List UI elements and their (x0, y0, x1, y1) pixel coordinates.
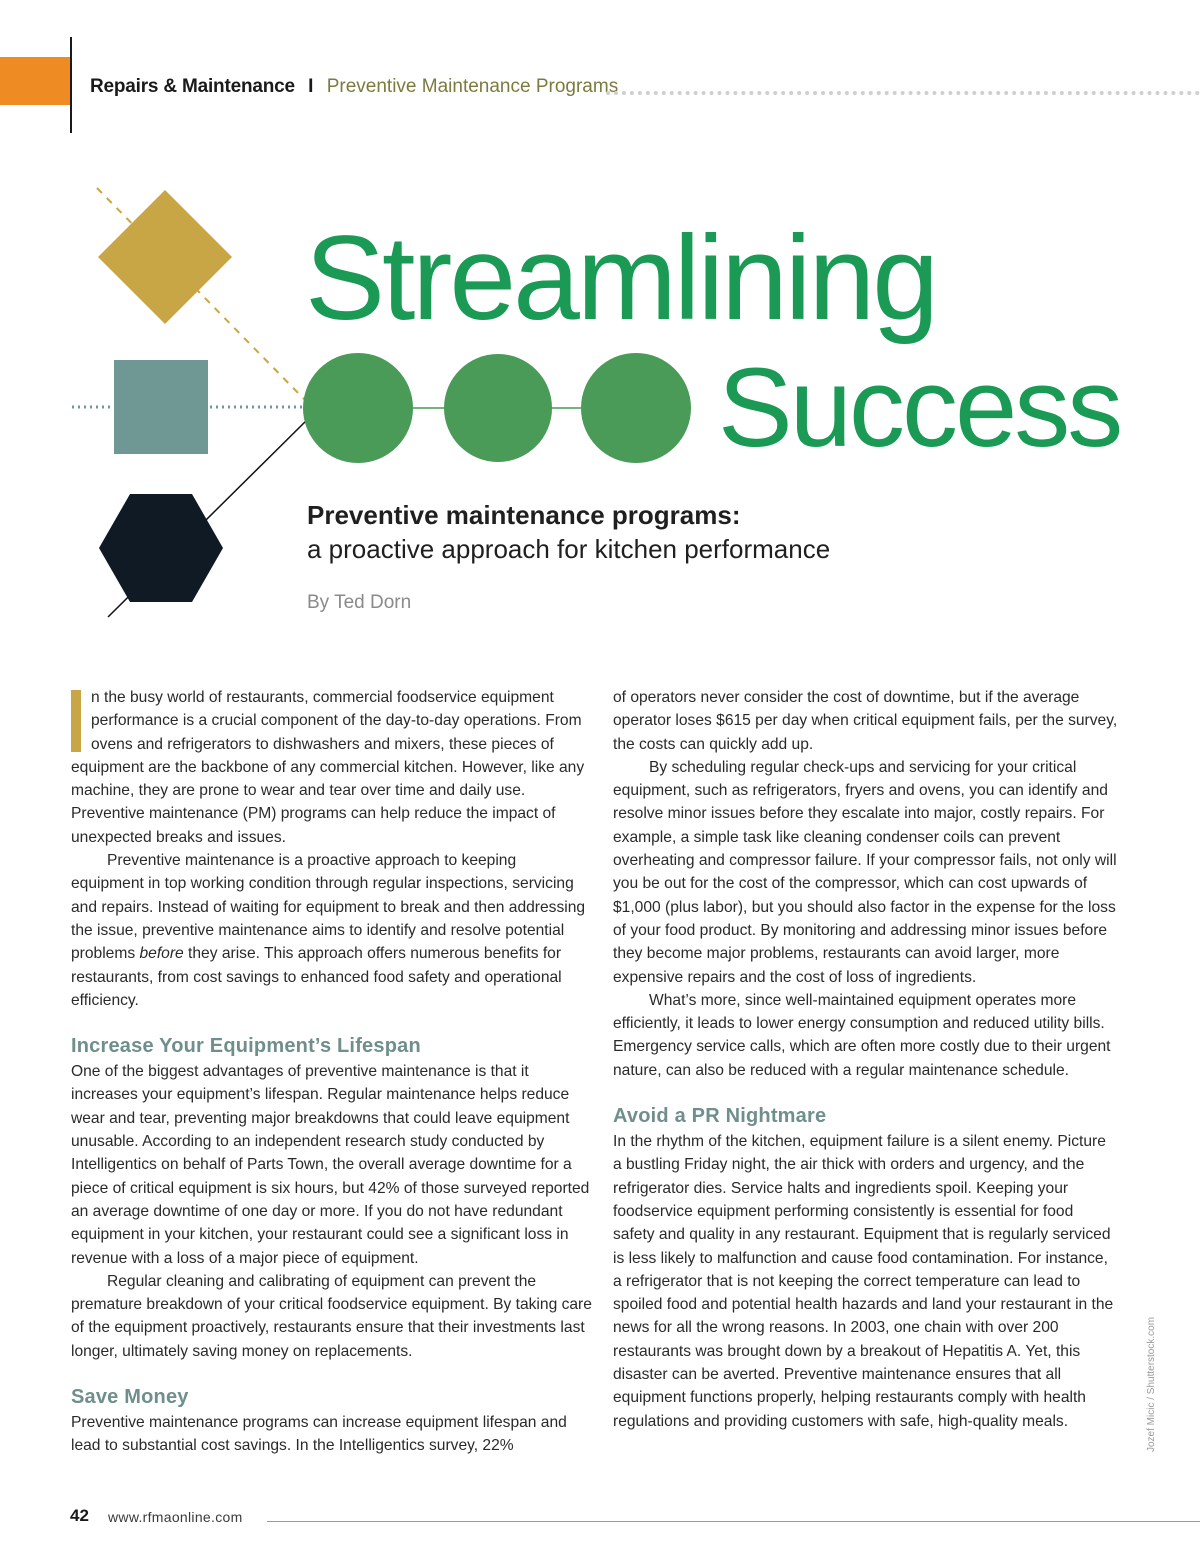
emphasis-text: before (139, 945, 184, 963)
paragraph (71, 849, 593, 1012)
header-subsection-name: Preventive Maintenance Programs (326, 76, 619, 97)
article-title-line-2: Success (718, 345, 1121, 470)
footer-website-link[interactable]: www.rfmaonline.com (108, 1509, 243, 1525)
paragraph: What’s more, since well-maintained equipment operates more efficiently, it leads to lower energy consumption and reduced utility bills. Emergency service calls, which are often more costly due to their urgent nature, can also be reduced with a regular maintenance schedule. (613, 991, 1111, 1079)
section-heading: Increase Your Equipment’s Lifespan (71, 1035, 421, 1058)
header-section-name: Repairs & Maintenance (90, 76, 295, 97)
teal-square-shape (114, 360, 208, 454)
header-vertical-rule (70, 37, 72, 133)
paragraph: of operators never consider the cost of downtime, but if the average operator loses $615 per day when critical equipment fails, per the survey, the costs can quickly add up. (613, 689, 1118, 753)
paragraph: One of the biggest advantages of preventive maintenance is that it increases your equipment’s lifespan. Regular maintenance helps reduce wear and tear, preventing major breakdowns that could leave equipment unusable. According to an independent research study conducted by Intelligentics on behalf of Parts Town, the overall average downtime for a piece of critical equipment is six hours, but 42% of those surveyed reported an average downtime of one day or more. If you do not have redundant equipment in your kitchen, your restaurant could see a significant loss in revenue with a loss of a major piece of equipment. (71, 1063, 590, 1267)
green-circle-2 (444, 354, 552, 462)
green-circle-1 (303, 353, 413, 463)
header-accent-bar (0, 57, 70, 105)
paragraph (71, 686, 593, 849)
byline: By Ted Dorn (307, 592, 412, 613)
article-column-left (71, 686, 593, 1458)
paragraph-text: Preventive maintenance is a proactive approach to keeping equipment in top working condition through regular inspections, servicing and repairs. Instead of waiting for equipment to break and then addressing the issue, preventive maintenance aims to identify and resolve potential problems (71, 852, 586, 963)
paragraph: In the rhythm of the kitchen, equipment failure is a silent enemy. Picture a bustling Friday night, the air thick with orders and urgency, and the refrigerator dies. Service halts and ingredients spoil. Keeping your foodservice equipment performing consistently is essential for food safety and quality in any restaurant. Equipment that is regularly serviced is less likely to malfunction and cause food contamination. For instance, a refrigerator that is not keeping the correct temperature can lead to spoiled food and potential health hazards and land your restaurant in the news for all the wrong reasons. In 2003, one chain with over 200 restaurants was brought down by a breakout of Hepatitis A. Yet, this disaster can be averted. Preventive maintenance ensures that all equipment functions properly, helping restaurants comply with health regulations and providing customers with safe, high-quality meals. (613, 1133, 1114, 1430)
drop-cap (71, 690, 81, 752)
subheadline-bold: Preventive maintenance programs: (307, 500, 741, 530)
header-separator: I (308, 76, 314, 97)
footer-rule (267, 1521, 1200, 1522)
green-circle-3 (581, 353, 691, 463)
paragraph: Regular cleaning and calibrating of equipment can prevent the premature breakdown of your critical foodservice equipment. By taking care of the equipment proactively, restaurants ensure that their investments last longer, ultimately saving money on replacements. (71, 1272, 592, 1360)
navy-hexagon-shape (99, 494, 223, 602)
paragraph-text: they arise. This approach offers numerous benefits for restaurants, from cost savings to enhanced food safety and operational efficiency. (71, 945, 562, 1009)
page-number: 42 (70, 1506, 89, 1525)
section-heading: Avoid a PR Nightmare (613, 1105, 827, 1128)
header-dotted-rule (606, 91, 1200, 95)
paragraph-text: n the busy world of restaurants, commercial foodservice equipment performance is a crucial component of the day-to-day operations. From ovens and refrigerators to dishwashers and mixers, these pieces of equipment are the backbone of any commercial kitchen. However, like any machine, they are prone to wear and tear over time and daily use. Preventive maintenance (PM) programs can help reduce the impact of unexpected breaks and issues. (71, 689, 585, 846)
photo-credit: Jozef Micic / Shutterstock.com (1146, 1316, 1157, 1452)
paragraph: Preventive maintenance programs can increase equipment lifespan and lead to substantial cost savings. In the Intelligentics survey, 22% (71, 1414, 567, 1455)
paragraph: By scheduling regular check-ups and servicing for your critical equipment, such as refrigerators, fryers and ovens, you can identify and resolve minor issues before they escalate into major, costly repairs. For example, a simple task like cleaning condenser coils can prevent overheating and compressor failure. If your compressor fails, not only will you be out for the cost of the compressor, which can cost upwards of $1,000 (plus labor), but you should also factor in the expense for the loss of your food product. By monitoring and addressing minor issues before they become major problems, restaurants can avoid larger, more expensive repairs and the cost of loss of ingredients. (613, 758, 1117, 986)
article-column-right (613, 686, 1118, 1433)
section-heading: Save Money (71, 1386, 189, 1409)
running-header (90, 76, 618, 98)
article-title-line-1: Streamlining (305, 211, 936, 345)
subheadline: a proactive approach for kitchen performance (307, 534, 831, 564)
